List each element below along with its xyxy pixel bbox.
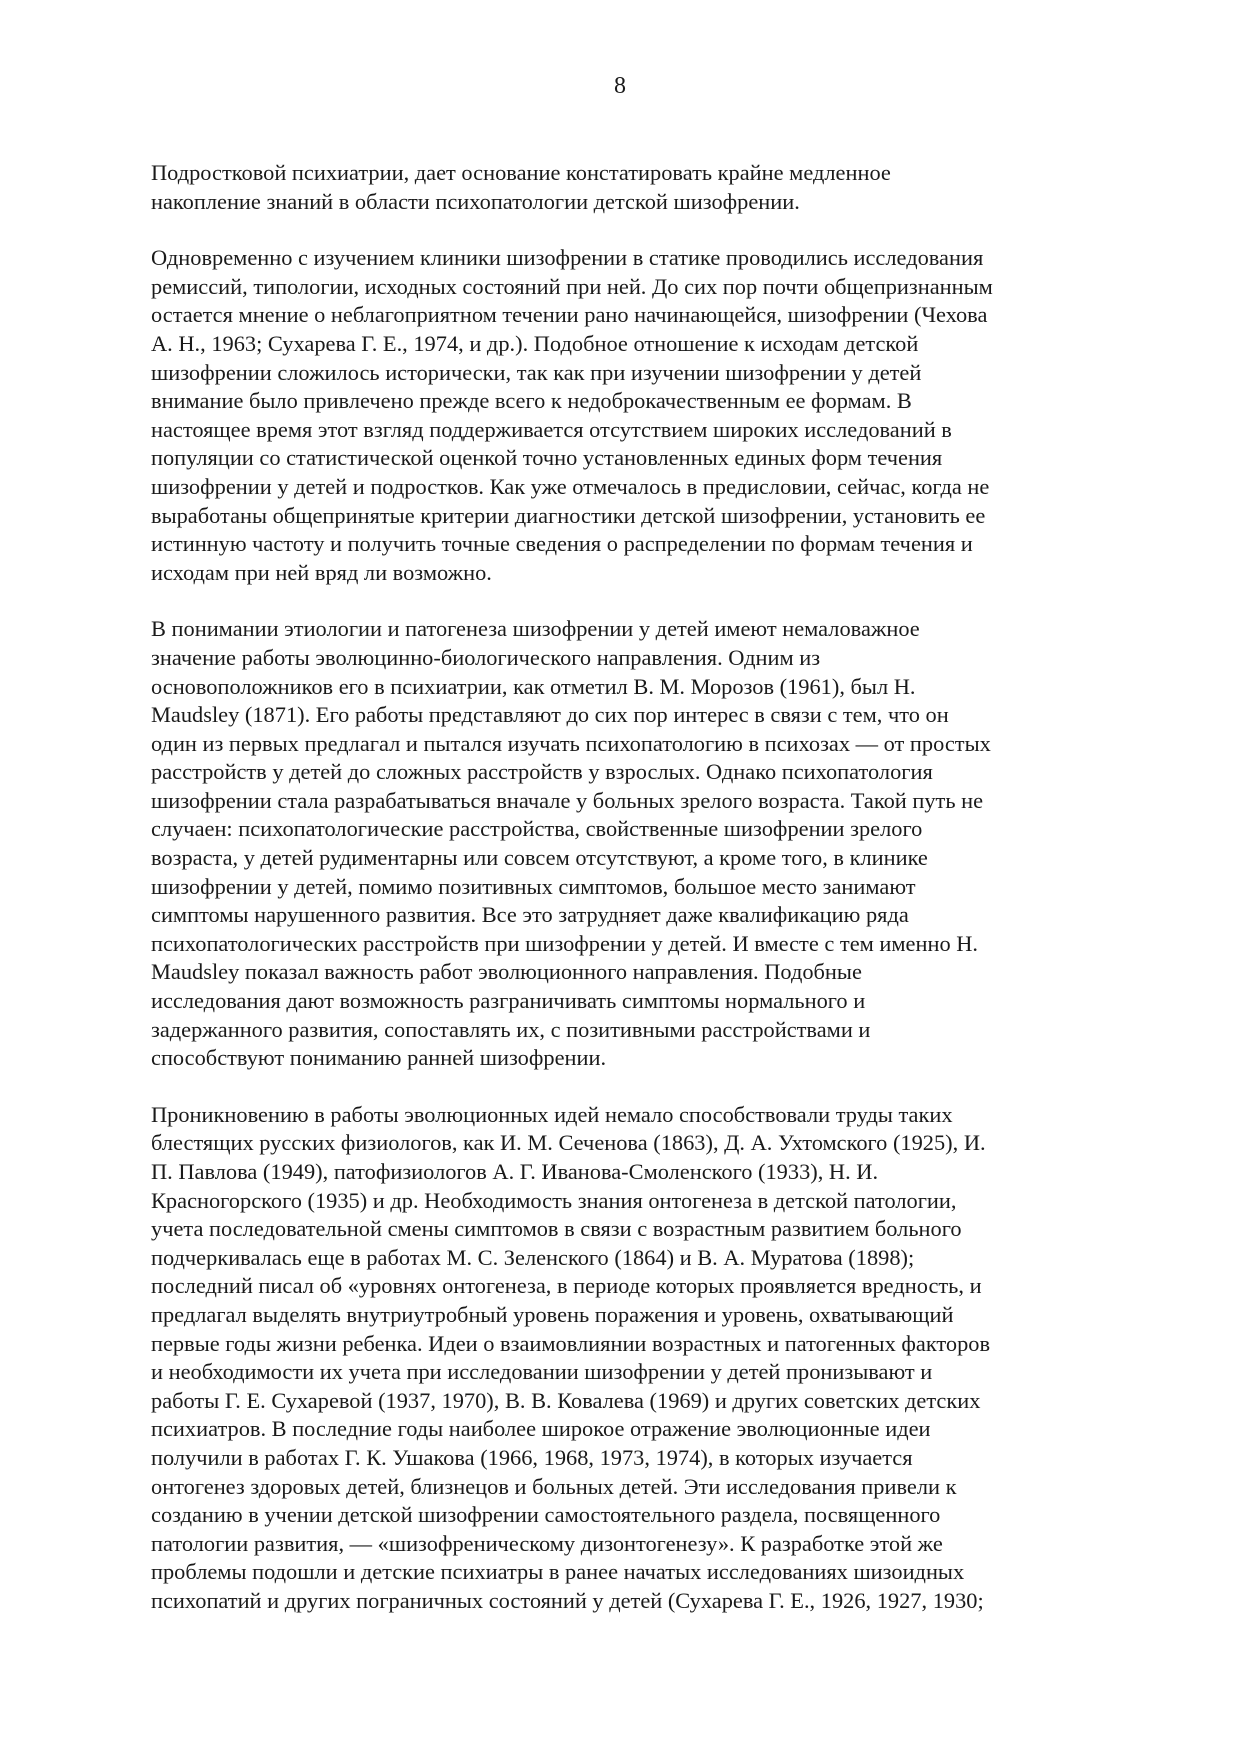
text-line: созданию в учении детской шизофрении самостоятельного раздела, посвященного [151,1502,941,1528]
text-line: блестящих русских физиологов, как И. М. Сеченова (1863), Д. А. Ухтомского (1925), И. [151,1130,986,1156]
text-line: шизофрении у детей, помимо позитивных симптомов, большое место занимают [151,873,916,899]
text-line: Одновременно с изучением клиники шизофрении в статике проводились исследования [151,245,984,271]
text-line: предлагал выделять внутриутробный уровень поражения и уровень, охватывающий [151,1301,954,1327]
text-line: задержанного развития, сопоставлять их, с позитивными расстройствами и [151,1016,871,1042]
text-line: работы Г. Е. Сухаревой (1937, 1970), В. В. Ковалева (1969) и других советских детских [151,1387,981,1413]
text-line: выработаны общепринятые критерии диагностики детской шизофрении, установить ее [151,502,986,528]
text-line: исследования дают возможность разграничивать симптомы нормального и [151,988,866,1014]
text-line: популяции со статистической оценкой точно установленных единых форм течения [151,445,943,471]
text-line: Подростковой психиатрии, дает основание констатировать крайне медленное [151,160,891,185]
text-line: остается мнение о неблагоприятном течении рано начинающейся, шизофрении (Чехова [151,302,988,328]
text-line: подчеркивалась еще в работах М. С. Зеленского (1864) и В. А. Муратова (1898); [151,1244,915,1270]
text-line: значение работы эволюцинно-биологического направления. Одним из [151,644,821,670]
body-text [151,159,1101,1644]
text-line: последний писал об «уровнях онтогенеза, в периоде которых проявляется вредность, и [151,1273,982,1299]
text-line: А. Н., 1963; Сухарева Г. Е., 1974, и др.). Подобное отношение к исходам детской [151,330,919,356]
text-line: психопатий и других пограничных состояний у детей (Сухарева Г. Е., 1926, 1927, 1930; [151,1587,984,1613]
text-line: шизофрении сложилось исторически, так как при изучении шизофрении у детей [151,359,922,385]
text-line: Красногорского (1935) и др. Необходимость знания онтогенеза в детской патологии, [151,1187,957,1213]
text-line: психопатологических расстройств при шизофрении у детей. И вместе с тем именно H. [151,930,979,956]
text-line: возраста, у детей рудиментарны или совсем отсутствуют, а кроме того, в клинике [151,845,928,871]
text-line: расстройств у детей до сложных расстройств у взрослых. Однако психопатология [151,759,933,785]
text-line: основоположников его в психиатрии, как отметил В. М. Морозов (1961), был H. [151,673,916,699]
text-line: учета последовательной смены симптомов в связи с возрастным развитием больного [151,1216,962,1242]
text-line: случаен: психопатологические расстройства, свойственные шизофрении зрелого [151,816,923,842]
paragraph [151,615,1101,1073]
paragraph [151,1101,1101,1616]
text-line: исходам при ней вряд ли возможно. [151,559,492,585]
text-line: Проникновению в работы эволюционных идей немало способствовали труды таких [151,1101,953,1127]
page-number: 8 [614,73,626,99]
text-line: Maudsley (1871). Его работы представляют до сих пор интерес в связи с тем, что он [151,702,949,728]
text-line: и необходимости их учета при исследовании шизофрении у детей пронизывают и [151,1359,933,1385]
text-line: способствуют пониманию ранней шизофрении. [151,1045,607,1071]
text-line: настоящее время этот взгляд поддерживается отсутствием широких исследований в [151,416,952,442]
text-line: Maudsley показал важность работ эволюционного направления. Подобные [151,959,862,985]
text-line: первые годы жизни ребенка. Идеи о взаимовлиянии возрастных и патогенных факторов [151,1330,991,1356]
text-line: проблемы подошли и детские психиатры в ранее начатых исследованиях шизоидных [151,1559,965,1585]
text-line: шизофрении у детей и подростков. Как уже отмечалось в предисловии, сейчас, когда не [151,473,990,499]
text-line: истинную частоту и получить точные сведения о распределении по формам течения и [151,531,973,557]
text-line: получили в работах Г. К. Ушакова (1966, 1968, 1973, 1974), в которых изучается [151,1444,913,1470]
text-line: накопление знаний в области психопатологии детской шизофрении. [151,188,800,214]
text-line: патологии развития, — «шизофреническому дизонтогенезу». К разработке этой же [151,1530,943,1556]
text-line: В понимании этиологии и патогенеза шизофрении у детей имеют немаловажное [151,616,920,642]
text-line: психиатров. В последние годы наиболее широкое отражение эволюционные идеи [151,1416,931,1442]
paragraph [151,159,1101,216]
text-line: шизофрении стала разрабатываться вначале у больных зрелого возраста. Такой путь не [151,787,984,813]
text-line: онтогенез здоровых детей, близнецов и больных детей. Эти исследования привели к [151,1473,957,1499]
text-line: П. Павлова (1949), патофизиологов А. Г. Иванова-Смоленского (1933), Н. И. [151,1159,879,1184]
paragraph [151,244,1101,587]
text-line: один из первых предлагал и пытался изучать психопатологию в психозах — от простых [151,730,991,756]
text-line: внимание было привлечено прежде всего к недоброкачественным ее формам. В [151,388,912,414]
text-line: симптомы нарушенного развития. Все это затрудняет даже квалификацию ряда [151,902,909,928]
text-line: ремиссий, типологии, исходных состояний при ней. До сих пор почти общепризнанным [151,273,993,299]
